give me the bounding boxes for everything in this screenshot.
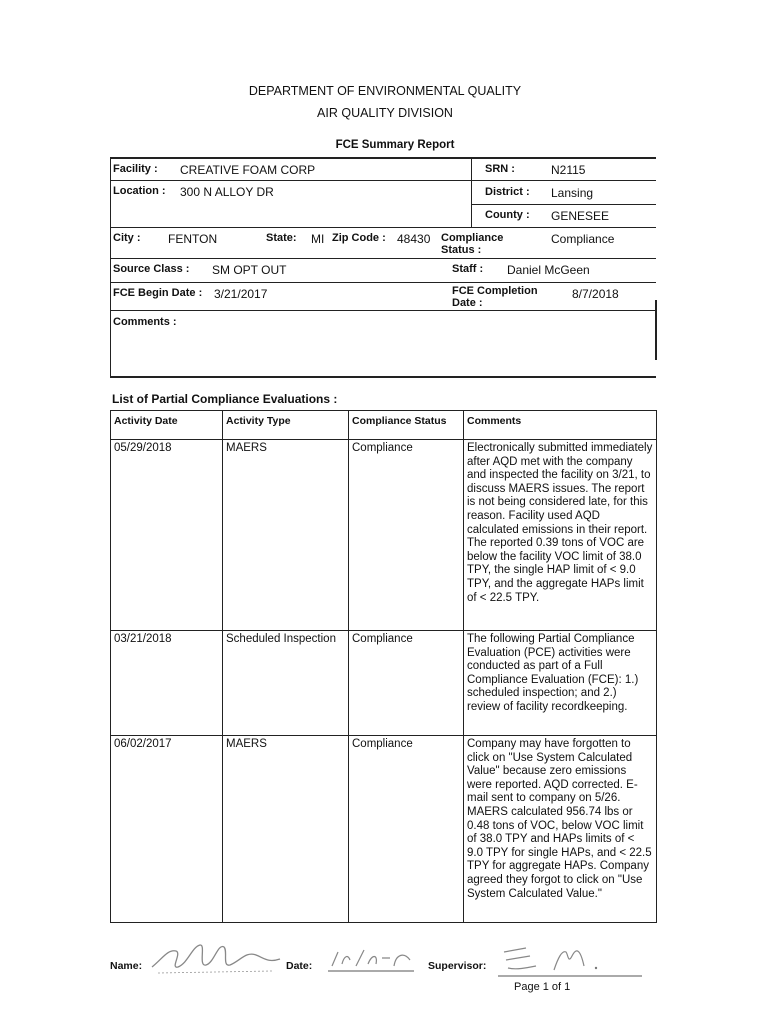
name-label: Name:: [110, 960, 143, 972]
activity-type: Scheduled Inspection: [223, 631, 349, 736]
compliance-status: Compliance: [349, 736, 464, 923]
district-label: District :: [485, 186, 530, 198]
comments: The following Partial Compliance Evaluation (PCE) activities were conducted as part of a Full Compliance Evaluation (FCE): 1.) scheduled inspection; and 2.) review of facility recordkeeping.: [464, 631, 657, 736]
summary-rule-1: [110, 180, 656, 181]
pce-list-title: List of Partial Compliance Evaluations :: [112, 392, 338, 406]
state-label: State:: [266, 232, 297, 244]
facility-label: Facility :: [113, 163, 158, 175]
compliance-status-label-line1: Compliance: [441, 232, 504, 244]
fce-begin-date-label: FCE Begin Date :: [113, 287, 203, 299]
source-class-value: SM OPT OUT: [212, 263, 287, 277]
srn-label: SRN :: [485, 163, 515, 175]
compliance-status: Compliance: [349, 631, 464, 736]
table-row: [111, 631, 657, 736]
table-row: [111, 736, 657, 923]
source-class-label: Source Class :: [113, 263, 190, 275]
fce-completion-date-value: 8/7/2018: [572, 287, 619, 301]
date-label: Date:: [286, 960, 313, 972]
comments: Company may have forgotten to click on "Use System Calculated Value" because zero emissions were reported. AQD corrected. E-mail sent to company on 5/26. MAERS calculated 956.74 lbs or 0.48 tons of VOC, below VOC limit of 38.0 TPY and HAPs limits of < 9.0 TPY for single HAPs, and < 22.5 TPY for aggregate HAPs. Company agreed they forgot to click on "Use System Calculated Value.": [464, 736, 657, 923]
header-compliance-status: Compliance Status: [349, 411, 464, 440]
location-label: Location :: [113, 185, 166, 197]
state-value: MI: [311, 232, 325, 246]
compliance-status: Compliance: [349, 440, 464, 631]
pce-table: [110, 410, 657, 923]
facility-value: CREATIVE FOAM CORP: [180, 163, 316, 177]
compliance-status-value: Compliance: [551, 232, 615, 246]
page-number: Page 1 of 1: [514, 981, 571, 993]
srn-column-divider: [471, 157, 472, 227]
staff-value: Daniel McGeen: [507, 263, 590, 277]
district-value: Lansing: [551, 186, 594, 200]
supervisor-signature: [496, 942, 644, 978]
header-activity-type: Activity Type: [223, 411, 349, 440]
pce-header-row: [111, 411, 657, 440]
department-heading: DEPARTMENT OF ENVIRONMENTAL QUALITY: [248, 84, 522, 98]
header-comments: Comments: [464, 411, 657, 440]
location-value: 300 N ALLOY DR: [180, 185, 274, 199]
summary-left-border: [110, 157, 111, 377]
summary-rule-6: [110, 310, 656, 311]
summary-rule-3: [110, 227, 656, 228]
summary-rule-5: [110, 282, 656, 283]
activity-date: 03/21/2018: [111, 631, 223, 736]
summary-bottom-border: [110, 376, 656, 378]
activity-date: 05/29/2018: [111, 440, 223, 631]
zip-label: Zip Code :: [332, 232, 386, 244]
county-value: GENESEE: [551, 209, 610, 223]
fce-completion-label-line2: Date :: [452, 297, 483, 309]
fce-completion-label-line1: FCE Completion: [452, 285, 538, 297]
srn-value: N2115: [551, 163, 586, 177]
summary-right-border: [655, 300, 657, 360]
activity-type: MAERS: [223, 736, 349, 923]
zip-value: 48430: [397, 232, 431, 246]
date-handwritten: [326, 944, 416, 974]
staff-label: Staff :: [452, 263, 484, 275]
comments-label: Comments :: [113, 316, 177, 328]
city-value: FENTON: [168, 232, 218, 246]
compliance-status-label-line2: Status :: [441, 244, 482, 256]
name-signature: [148, 937, 284, 977]
summary-rule-2: [471, 204, 656, 205]
header-activity-date: Activity Date: [111, 411, 223, 440]
city-label: City :: [113, 232, 141, 244]
report-title: FCE Summary Report: [335, 139, 455, 151]
summary-top-border: [110, 157, 656, 159]
activity-date: 06/02/2017: [111, 736, 223, 923]
table-row: [111, 440, 657, 631]
fce-begin-date-value: 3/21/2017: [214, 287, 268, 301]
comments: Electronically submitted immediately after AQD met with the company and inspected the facility on 3/21, to discuss MAERS issues. The report is not being considered late, for this reason. Facility used AQD calculated emissions in their report. The reported 0.39 tons of VOC are below the facility VOC limit of 38.0 TPY, the single HAP limit of < 9.0 TPY, and the aggregate HAPs limit of < 22.5 TPY.: [464, 440, 657, 631]
activity-type: MAERS: [223, 440, 349, 631]
supervisor-label: Supervisor:: [428, 960, 487, 972]
division-heading: AIR QUALITY DIVISION: [317, 106, 453, 120]
summary-rule-4: [110, 258, 656, 259]
county-label: County :: [485, 209, 530, 221]
